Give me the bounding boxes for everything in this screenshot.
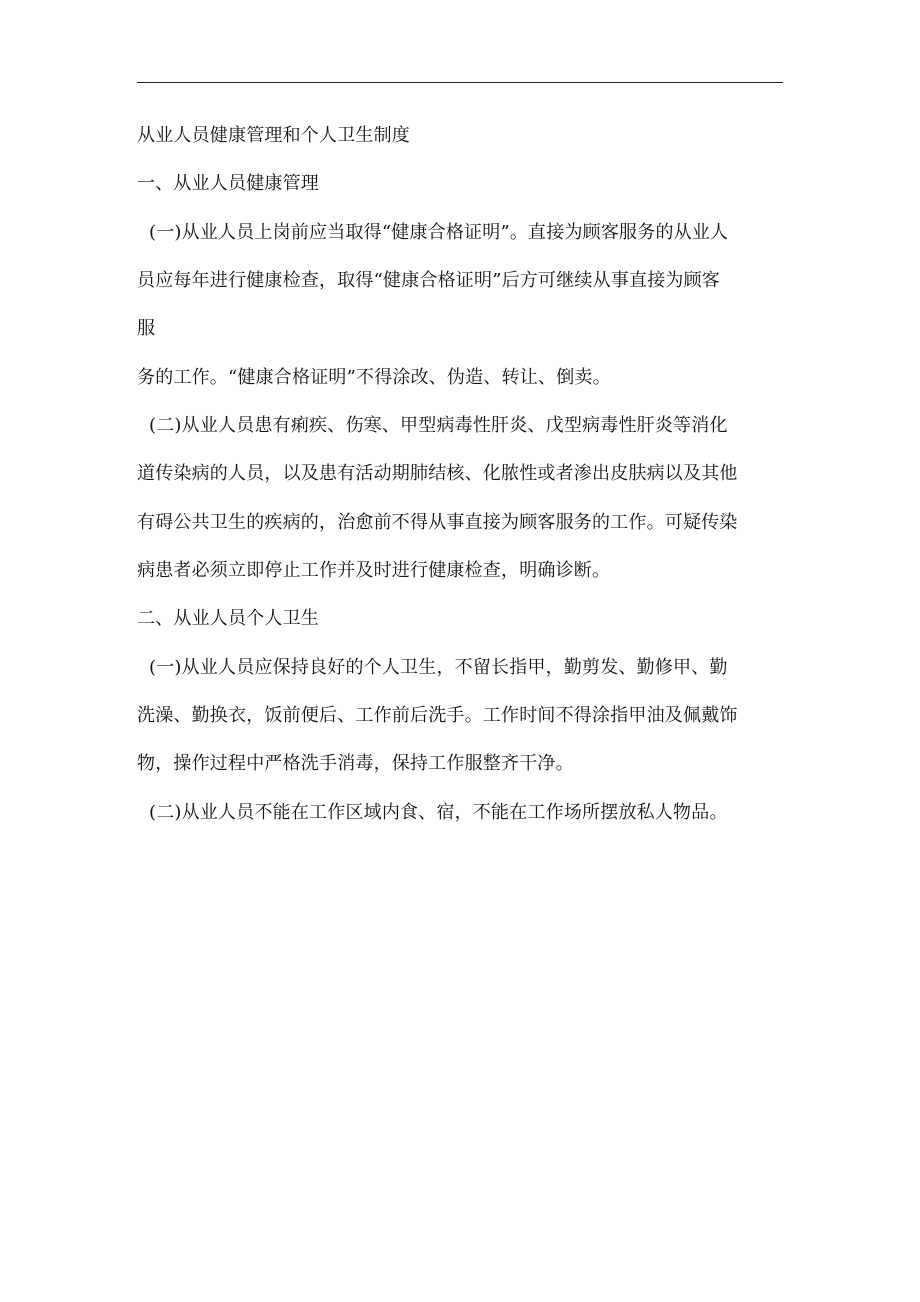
document-title: 从业人员健康管理和个人卫生制度 [137,125,410,146]
section-2-item-1-line-2: 洗澡、勤换衣，饭前便后、工作前后洗手。工作时间不得涂指甲油及佩戴饰 [137,705,738,726]
section-1-item-2-line-4: 病患者必须立即停止工作并及时进行健康检查，明确诊断。 [137,560,611,581]
section-2-heading: 二、从业人员个人卫生 [137,608,319,629]
section-1-item-1-line-3: 服 [137,318,156,339]
section-1-item-1-line-4: 务的工作。“健康合格证明”不得涂改、伪造、转让、倒卖。 [137,367,611,388]
section-1-item-1-line-2: 员应每年进行健康检查，取得“健康合格证明”后方可继续从事直接为顾客 [137,270,721,291]
section-1-item-2-line-2: 道传染病的人员，以及患有活动期肺结核、化脓性或者渗出皮肤病以及其他 [137,463,738,484]
section-2-item-1-line-1: (一)从业人员应保持良好的个人卫生，不留长指甲，勤剪发、勤修甲、勤 [149,657,728,678]
section-1-item-2-line-3: 有碍公共卫生的疾病的，治愈前不得从事直接为顾客服务的工作。可疑传染 [137,512,738,533]
section-1-item-2-line-1: (二)从业人员患有痢疾、伤寒、甲型病毒性肝炎、戊型病毒性肝炎等消化 [149,415,728,436]
section-1-item-1-line-1: (一)从业人员上岗前应当取得“健康合格证明”。直接为顾客服务的从业人 [149,222,729,243]
section-2-item-2-line-1: (二)从业人员不能在工作区域内食、宿，不能在工作场所摆放私人物品。 [149,802,728,823]
section-2-item-1-line-3: 物，操作过程中严格洗手消毒，保持工作服整齐干净。 [137,753,574,774]
header-rule [137,82,783,83]
section-1-heading: 一、从业人员健康管理 [137,173,319,194]
